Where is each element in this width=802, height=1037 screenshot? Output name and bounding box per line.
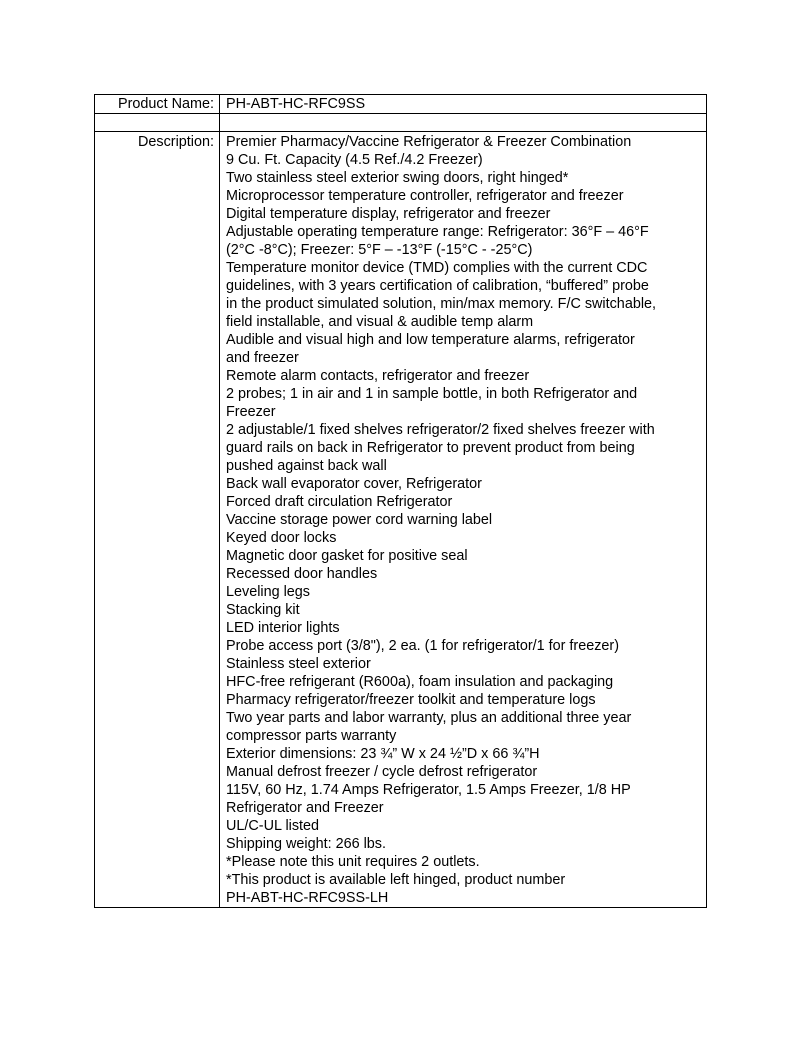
description-line: Pharmacy refrigerator/freezer toolkit and temperature logs xyxy=(226,692,596,708)
description-line: Manual defrost freezer / cycle defrost refrigerator xyxy=(226,764,538,780)
description-line: Audible and visual high and low temperature alarms, refrigerator xyxy=(226,332,635,348)
description-line: pushed against back wall xyxy=(226,458,387,474)
description-line: UL/C-UL listed xyxy=(226,818,320,834)
description-line: and freezer xyxy=(226,350,299,366)
product-name-row xyxy=(95,95,707,114)
description-line: *This product is available left hinged, product number xyxy=(226,872,566,888)
description-line: Keyed door locks xyxy=(226,530,337,546)
description-line: PH-ABT-HC-RFC9SS-LH xyxy=(226,890,389,906)
description-line: Refrigerator and Freezer xyxy=(226,800,384,816)
description-line: 115V, 60 Hz, 1.74 Amps Refrigerator, 1.5 Amps Freezer, 1/8 HP xyxy=(226,782,631,798)
description-line: Two stainless steel exterior swing doors, right hinged* xyxy=(226,170,569,186)
description-line: guidelines, with 3 years certification of calibration, “buffered” probe xyxy=(226,278,649,294)
description-row xyxy=(95,132,707,908)
spacer-cell-label xyxy=(95,114,220,132)
description-line: Microprocessor temperature controller, refrigerator and freezer xyxy=(226,188,624,204)
description-line: compressor parts warranty xyxy=(226,728,397,744)
spacer-cell-value xyxy=(220,114,707,132)
description-line: Probe access port (3/8"), 2 ea. (1 for refrigerator/1 for freezer) xyxy=(226,638,620,654)
description-line: Digital temperature display, refrigerator and freezer xyxy=(226,206,551,222)
description-line: LED interior lights xyxy=(226,620,340,636)
description-line: Freezer xyxy=(226,404,276,420)
description-line: 9 Cu. Ft. Capacity (4.5 Ref./4.2 Freezer) xyxy=(226,152,483,168)
description-line: 2 probes; 1 in air and 1 in sample bottle, in both Refrigerator and xyxy=(226,386,638,402)
description-line: field installable, and visual & audible temp alarm xyxy=(226,314,534,330)
description-line: guard rails on back in Refrigerator to prevent product from being xyxy=(226,440,635,456)
description-line: Back wall evaporator cover, Refrigerator xyxy=(226,476,482,492)
description-line: Premier Pharmacy/Vaccine Refrigerator & Freezer Combination xyxy=(226,134,632,150)
description-value xyxy=(220,132,707,908)
description-label: Description: xyxy=(95,132,220,908)
description-line: 2 adjustable/1 fixed shelves refrigerator/2 fixed shelves freezer with xyxy=(226,422,655,438)
description-line: HFC-free refrigerant (R600a), foam insulation and packaging xyxy=(226,674,614,690)
description-line: Recessed door handles xyxy=(226,566,378,582)
description-line: *Please note this unit requires 2 outlets. xyxy=(226,854,480,870)
description-line: Vaccine storage power cord warning label xyxy=(226,512,493,528)
description-line: Exterior dimensions: 23 ¾” W x 24 ½”D x 66 ¾”H xyxy=(226,746,540,762)
spacer-row xyxy=(95,114,707,132)
description-line: Forced draft circulation Refrigerator xyxy=(226,494,453,510)
product-name-label: Product Name: xyxy=(95,95,220,114)
description-line: Magnetic door gasket for positive seal xyxy=(226,548,468,564)
description-line: Two year parts and labor warranty, plus an additional three year xyxy=(226,710,632,726)
product-spec-table xyxy=(94,94,707,908)
description-line: Leveling legs xyxy=(226,584,311,600)
description-line: Stainless steel exterior xyxy=(226,656,371,672)
description-line: Adjustable operating temperature range: Refrigerator: 36°F – 46°F xyxy=(226,224,649,240)
description-line: Temperature monitor device (TMD) complies with the current CDC xyxy=(226,260,648,276)
description-line: in the product simulated solution, min/max memory. F/C switchable, xyxy=(226,296,657,312)
description-line: Remote alarm contacts, refrigerator and freezer xyxy=(226,368,530,384)
description-line: (2°C -8°C); Freezer: 5°F – -13°F (-15°C - -25°C) xyxy=(226,242,533,258)
description-line: Stacking kit xyxy=(226,602,300,618)
product-name-value: PH-ABT-HC-RFC9SS xyxy=(220,95,707,114)
description-line: Shipping weight: 266 lbs. xyxy=(226,836,387,852)
